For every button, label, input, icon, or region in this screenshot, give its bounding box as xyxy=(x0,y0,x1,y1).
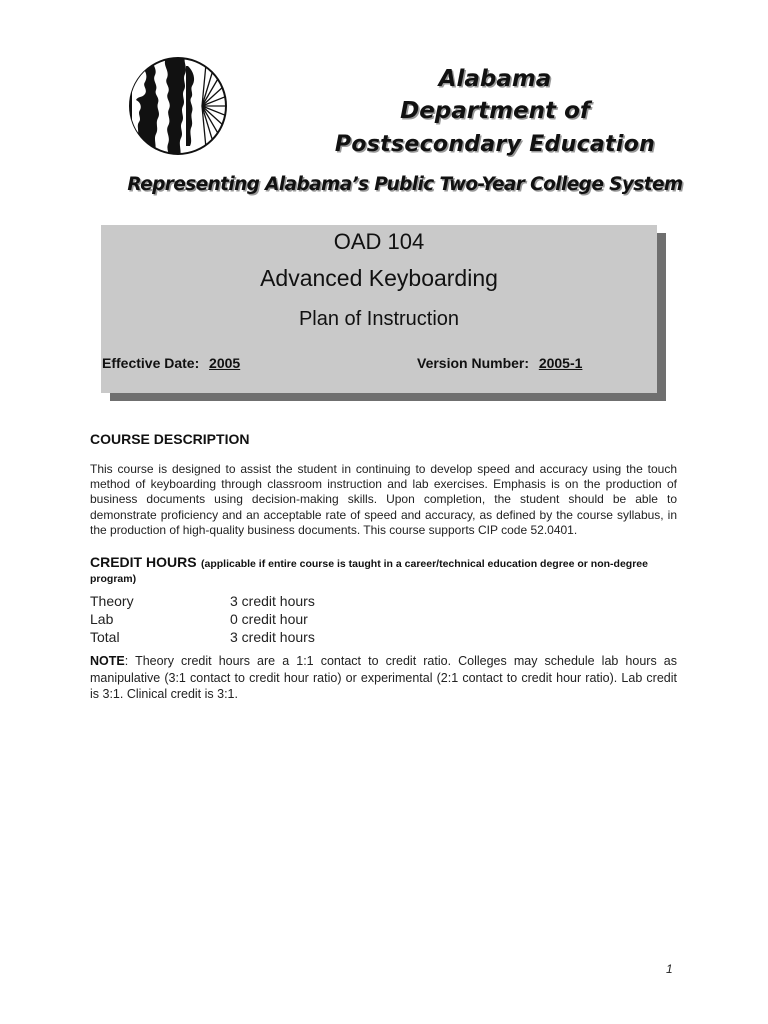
credit-hours-title: CREDIT HOURS xyxy=(90,554,197,570)
effective-date-value: 2005 xyxy=(209,355,241,371)
org-name-line3: Postsecondary Education xyxy=(334,132,656,157)
note-text: : Theory credit hours are a 1:1 contact to credit ratio. Colleges may schedule lab hours as manipulative (3:1 contact to credit hour ratio) or experimental (2:1 contact to credit hour ratio). Lab credit is 3:1. Clinical credit is 3:1. xyxy=(90,654,677,701)
credit-row-lab xyxy=(90,610,315,628)
org-name-line1: Alabama xyxy=(438,66,552,92)
course-name: Advanced Keyboarding xyxy=(260,265,498,291)
note-label: NOTE xyxy=(90,654,125,668)
org-tagline: Representing Alabama’s Public Two-Year College System xyxy=(127,174,683,195)
course-description-heading: COURSE DESCRIPTION xyxy=(90,431,250,447)
credit-row-label: Total xyxy=(90,629,120,645)
course-description-text: This course is designed to assist the student in continuing to develop speed and accuracy using the touch method of keyboarding through classroom instruction and lab exercises. Emphasis is on the production of business documents using decision-making skills. Upon completion, the student should be able to demonstrate proficiency and an acceptable rate of speed and accuracy, as defined by the course syllabus, in the production of high-quality business documents. This course supports CIP code 52.0401. xyxy=(90,462,677,537)
credit-row-total xyxy=(90,628,315,646)
effective-date-label: Effective Date: xyxy=(102,355,200,371)
course-code: OAD 104 xyxy=(333,229,425,254)
title-box xyxy=(101,225,657,393)
plan-title: Plan of Instruction xyxy=(298,308,460,330)
version-number xyxy=(417,355,584,371)
page-number: 1 xyxy=(666,962,673,976)
credit-row-theory xyxy=(90,592,315,610)
credit-hours-heading xyxy=(90,555,677,586)
credit-hours-qualifier: (applicable if entire course is taught in a career/technical education degree or non-degree program) xyxy=(90,558,648,585)
effective-date xyxy=(102,355,242,371)
credit-row-label: Theory xyxy=(90,593,134,609)
version-number-value: 2005-1 xyxy=(538,355,583,371)
credit-row-value: 0 credit hour xyxy=(230,611,308,627)
org-name-line2: Department of xyxy=(400,98,590,124)
department-logo-icon xyxy=(128,56,228,156)
credit-row-value: 3 credit hours xyxy=(230,629,315,645)
credit-hours-table xyxy=(90,592,315,646)
credit-row-value: 3 credit hours xyxy=(230,593,315,609)
credit-note xyxy=(90,653,677,703)
credit-row-label: Lab xyxy=(90,611,114,627)
version-number-label: Version Number: xyxy=(417,355,530,371)
